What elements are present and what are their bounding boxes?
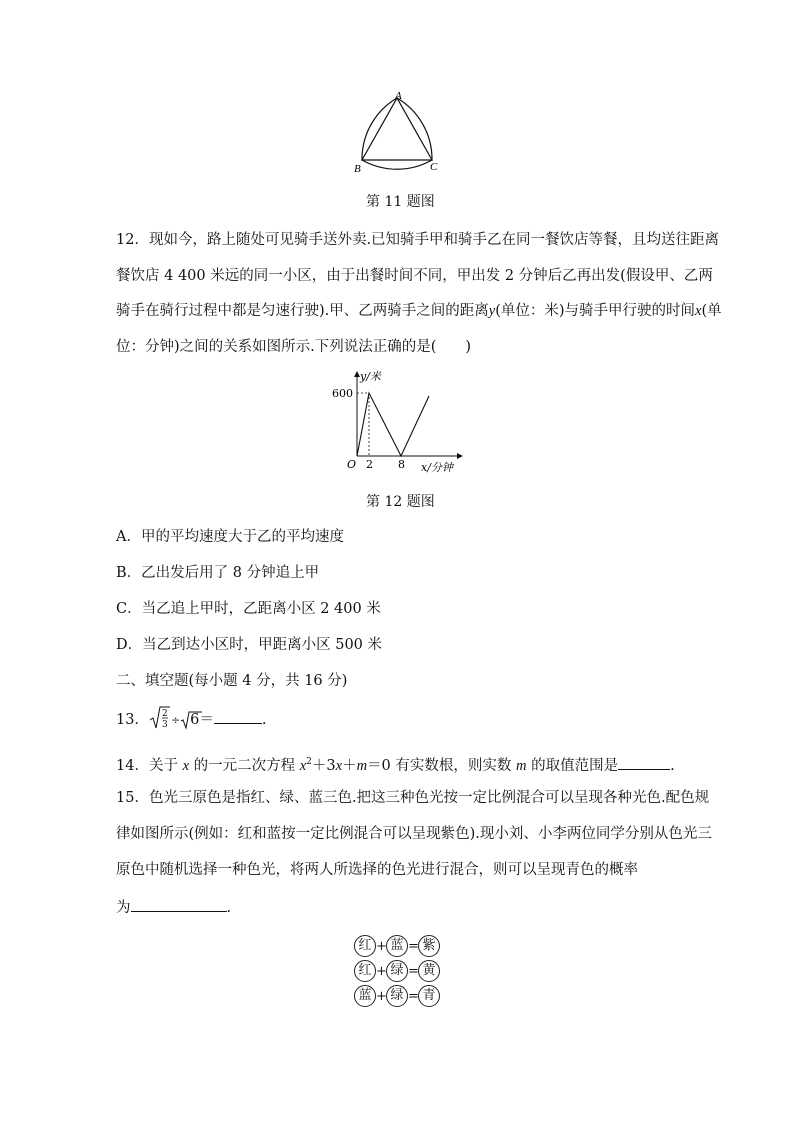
q14-text-c: 的取值范围是 <box>531 757 619 774</box>
q14-end: . <box>670 757 675 774</box>
q14-eq-plus: ＋ <box>342 757 357 774</box>
q14-text-a: 14．关于 <box>116 757 178 774</box>
q12-var-x: x <box>695 303 702 319</box>
tick-x-8: 8 <box>398 458 405 471</box>
x-axis-label: x/分钟 <box>421 461 453 474</box>
q13-answer-blank <box>214 709 262 724</box>
color-circle: 绿 <box>386 985 408 1007</box>
figure-12-caption: 第 12 题图 <box>366 494 435 510</box>
q14-eq-x: x <box>335 757 343 774</box>
equals-sign: = <box>408 988 419 1004</box>
q13-line <box>116 708 267 736</box>
color-circle: 黄 <box>418 960 440 982</box>
q13-number: 13． <box>116 712 149 728</box>
q14-var-m: m <box>516 757 527 774</box>
point-b-label: B <box>354 163 361 175</box>
q15-line-3: 原色中随机选择一种色光，将两人所选择的色光进行混合，则可以呈现青色的概率 <box>116 862 638 878</box>
color-mix-row <box>354 960 440 982</box>
color-circle: 绿 <box>386 960 408 982</box>
tick-x-2: 2 <box>366 458 373 471</box>
color-circle: 红 <box>354 960 376 982</box>
q12-option-d: D．当乙到达小区时，甲距离小区 500 米 <box>116 637 383 653</box>
color-mix-row <box>354 985 440 1007</box>
q12-line-3-text-c: (单 <box>701 303 722 319</box>
q13-equals: ＝ <box>199 712 214 728</box>
color-circle: 蓝 <box>386 935 408 957</box>
q12-line-1: 12．现如今，路上随处可见骑手送外卖.已知骑手甲和骑手乙在同一餐饮店等餐，且均送往距离 <box>116 232 720 248</box>
q13-end: . <box>261 712 267 728</box>
plus-sign: + <box>376 938 387 954</box>
plus-sign: + <box>376 988 387 1004</box>
figure-11-reuleaux-triangle <box>350 90 450 178</box>
q13-frac-denominator: 3 <box>161 720 168 730</box>
y-axis-label: y/米 <box>360 370 381 383</box>
section-2-heading: 二、填空题(每小题 4 分，共 16 分) <box>116 673 348 689</box>
q14-eq-x2: x <box>299 757 307 774</box>
color-circle: 青 <box>418 985 440 1007</box>
q12-option-b: B．乙出发后用了 8 分钟追上甲 <box>116 565 320 581</box>
q12-line-3-text-a: 骑手在骑行过程中都是匀速行驶).甲、乙两骑手之间的距离 <box>116 303 489 319</box>
q12-line-3 <box>116 301 722 321</box>
figure-12-graph <box>330 370 470 476</box>
q13-frac-numerator: 2 <box>161 709 168 719</box>
origin-label: O <box>347 458 357 471</box>
q14-answer-blank <box>618 755 670 770</box>
color-circle: 红 <box>354 935 376 957</box>
color-mix-row <box>354 935 440 957</box>
q12-line-3-text-b: (单位：米)与骑手甲行驶的时间 <box>495 303 696 319</box>
q15-line-4-text: 为 <box>116 900 131 916</box>
plus-sign: + <box>376 963 387 979</box>
q14-line <box>116 752 675 776</box>
q15-end: . <box>226 900 232 916</box>
q15-line-4 <box>116 897 231 918</box>
q12-option-a: A．甲的平均速度大于乙的平均速度 <box>116 529 344 545</box>
color-circle: 紫 <box>418 935 440 957</box>
equals-sign: = <box>408 963 419 979</box>
color-circle: 蓝 <box>354 985 376 1007</box>
q14-text-b: 的一元二次方程 <box>193 757 296 774</box>
point-c-label: C <box>430 161 438 173</box>
q13-radicand: 6 <box>190 712 200 728</box>
q12-line-4: 位：分钟)之间的关系如图所示.下列说法正确的是( ) <box>116 339 472 355</box>
q15-line-2: 律如图所示(例如：红和蓝按一定比例混合可以呈现紫色).现小刘、小李两位同学分别从色光三 <box>116 826 712 842</box>
q13-divide: ÷ <box>170 714 181 727</box>
q14-eq-end: ＝0 有实数根，则实数 <box>367 757 512 774</box>
q14-var-x: x <box>182 757 189 774</box>
q14-eq-mid: ＋3 <box>311 757 336 774</box>
equals-sign: = <box>408 938 419 954</box>
q13-sqrt-fraction <box>149 708 171 730</box>
distance-line <box>357 393 429 456</box>
point-a-label: A <box>395 90 402 102</box>
figure-11-caption: 第 11 题图 <box>366 194 435 210</box>
q14-eq-sup: 2 <box>306 757 312 767</box>
q15-line-1: 15．色光三原色是指红、绿、蓝三色.把这三种色光按一定比例混合可以呈现各种光色.配色规 <box>116 790 710 806</box>
tick-y-600: 600 <box>332 387 353 400</box>
q15-answer-blank <box>131 897 227 912</box>
q12-var-y: y <box>488 303 496 319</box>
q13-sqrt-6 <box>180 710 199 730</box>
q12-line-2: 餐饮店 4 400 米远的同一小区，由于出餐时间不同，甲出发 2 分钟后乙再出发(假设甲、乙两 <box>116 268 713 284</box>
q14-eq-m: m <box>356 757 368 774</box>
q12-option-c: C．当乙追上甲时，乙距离小区 2 400 米 <box>116 601 381 617</box>
